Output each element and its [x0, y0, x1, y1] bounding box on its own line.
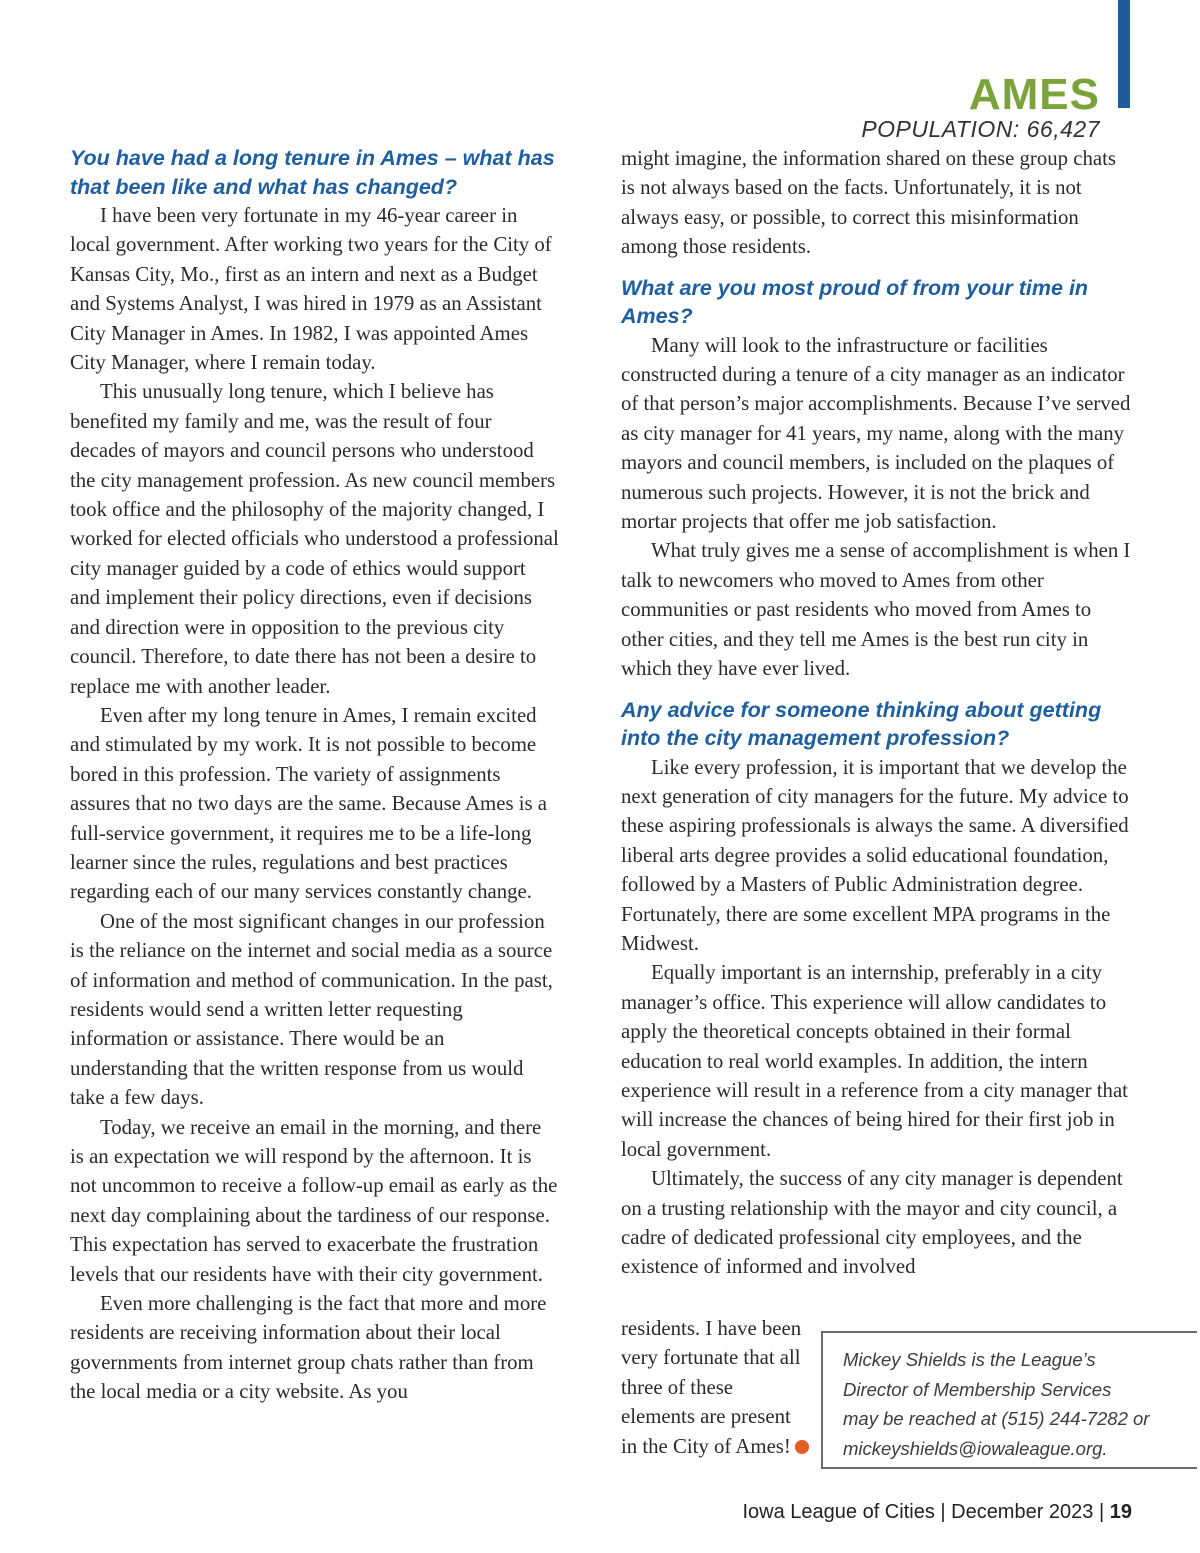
end-mark-icon [795, 1440, 809, 1454]
population-label: POPULATION: 66,427 [861, 116, 1100, 142]
paragraph: What truly gives me a sense of accomplishment is when I talk to newcomers who moved to Ames from other communities or past residents who moved from Ames to other cities, and they tell me Ames is the best run city in which they have ever lived. [621, 539, 1131, 681]
paragraph: Today, we receive an email in the morning, and there is an expectation we will respond by the afternoon. It is not uncommon to receive a follow-up email as early as the next day complaining about the tardiness of our response. This expectation has served to exacerbate the frustration levels that our residents have with their city government. [70, 1115, 558, 1286]
paragraph: Even after my long tenure in Ames, I remain excited and stimulated by my work. It is not possible to become bored in this profession. The variety of assignments assures that no two days are the same. Because Ames is a full-service government, it requires me to be a life-long learner since the rules, regulations and best practices regarding each of our many services constantly change. [70, 703, 548, 904]
question-tenure: You have had a long tenure in Ames – what has that been like and what has changed? [70, 146, 555, 199]
footer-publication: Iowa League of Cities | December 2023 | [742, 1501, 1105, 1523]
paragraph-continuation: might imagine, the information shared on these group chats is not always based on the facts. Unfortunately, it is not always easy, or possible, to correct this misinformation among those residents. [621, 147, 1116, 259]
page-footer [742, 1500, 1132, 1524]
author-bio-box [821, 1331, 1197, 1469]
bio-email[interactable]: mickeyshields@iowaleague.org. [843, 1437, 1108, 1459]
paragraph: I have been very fortunate in my 46-year career in local government. After working two years for the City of Kansas City, Mo., first as an intern and next as a Budget and Systems Analyst, I was hired in 1979 as an Assistant City Manager in Ames. In 1982, I was appointed Ames City Manager, where I remain today. [70, 204, 552, 375]
paragraph: Many will look to the infrastructure or facilities constructed during a tenure of a city manager as an indicator of that person’s major accomplishments. Because I’ve served as city manager for 41 years, my name, along with the many mayors and council members, is included on the plaques of numerous such projects. However, it is not the brick and mortar projects that offer me job satisfaction. [621, 333, 1131, 534]
city-title: AMES [968, 70, 1100, 119]
paragraph: Even more challenging is the fact that more and more residents are receiving information about their local governments from internet group chats rather than from the local media or a city website. As you [70, 1292, 547, 1404]
bio-line: Mickey Shields is the League’s [843, 1349, 1096, 1370]
page-number: 19 [1109, 1501, 1132, 1523]
left-column [70, 144, 560, 1407]
paragraph: This unusually long tenure, which I believe has benefited my family and me, was the result of four decades of mayors and council persons who understood the city management profession. As new council members took office and the philosophy of the majority changed, I worked for elected officials who understood a professional city manager guided by a code of ethics would support and implement their policy directions, even if decisions and direction were in opposition to the previous city council. Therefore, to date there has not been a desire to replace me with another leader. [70, 380, 559, 698]
question-advice: Any advice for someone thinking about getting into the city management profession? [621, 697, 1102, 750]
question-proud: What are you most proud of from your time in Ames? [621, 275, 1089, 329]
closing-paragraph [621, 1314, 811, 1461]
closing-text: residents. I have been very fortunate that all three of these elements are present in the City of Ames! [621, 1317, 802, 1458]
paragraph: Like every profession, it is important that we develop the next generation of city managers for the future. My advice to these aspiring professionals is always the same. A diversified liberal arts degree provides a solid educational foundation, followed by a Masters of Public Administration degree. Fortunately, there are some excellent MPA programs in the Midwest. [621, 755, 1129, 955]
paragraph: Equally important is an internship, preferably in a city manager’s office. This experience will allow candidates to apply the theoretical concepts obtained in their formal education to real world examples. In addition, the intern experience will result in a reference from a city manager that will increase the chances of being hired for their first job in local government. [621, 961, 1128, 1161]
accent-bar [1118, 0, 1130, 108]
paragraph: One of the most significant changes in our profession is the reliance on the internet and social media as a source of information and method of communication. In the past, residents would send a written letter requesting information or assistance. There would be an understanding that the written response from us would take a few days. [70, 909, 553, 1110]
right-column [621, 144, 1131, 1282]
bio-line: Director of Membership Services [843, 1378, 1112, 1400]
paragraph: Ultimately, the success of any city manager is dependent on a trusting relationship with the mayor and city council, a cadre of dedicated professional city employees, and the existence of informed and involved [621, 1167, 1123, 1279]
bio-line: may be reached at (515) 244-7282 or [843, 1408, 1150, 1429]
